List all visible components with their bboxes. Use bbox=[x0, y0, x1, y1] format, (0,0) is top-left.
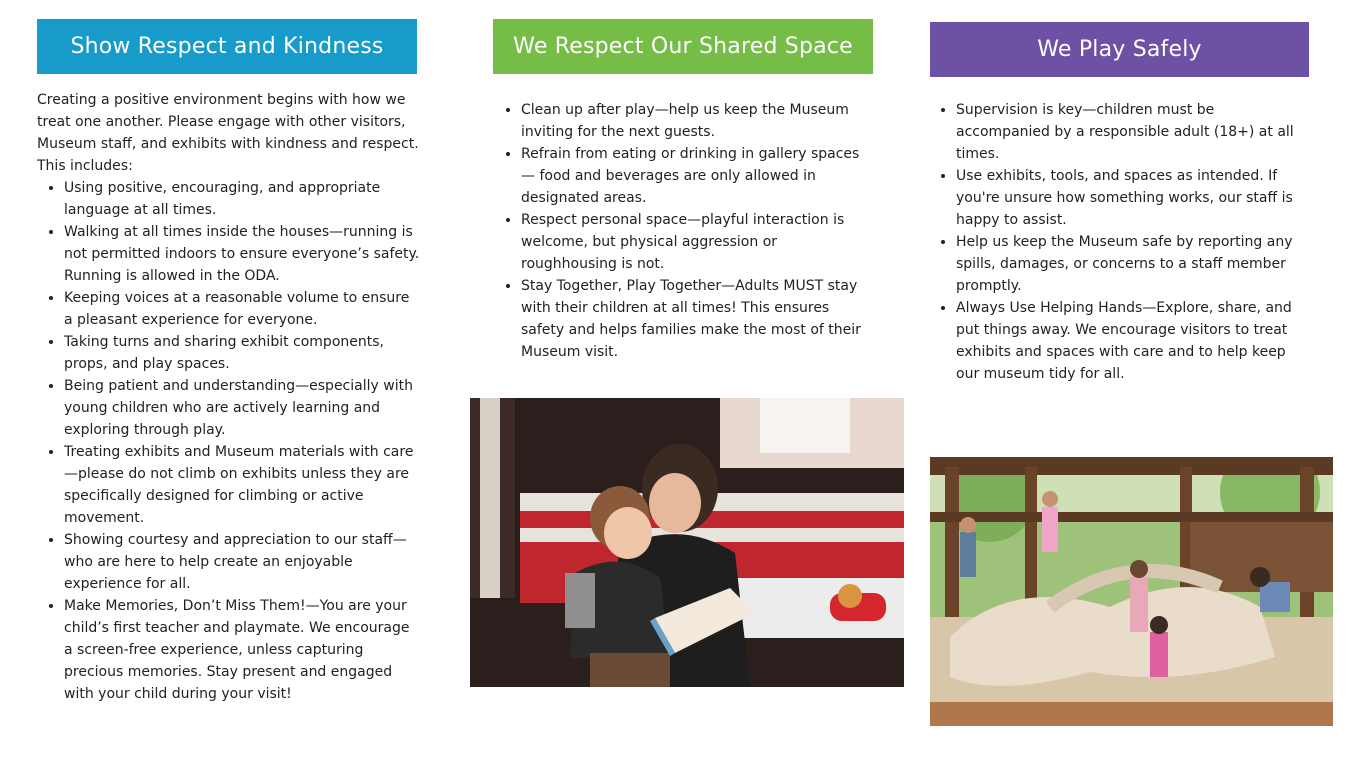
list-item: • Refrain from eating or drinking in gallery spaces— food and beverages are only allowed in designated areas. bbox=[521, 143, 873, 209]
safety-list bbox=[938, 99, 1310, 385]
list-item: • Taking turns and sharing exhibit components, props, and play spaces. bbox=[64, 331, 422, 375]
safety-column bbox=[938, 99, 1310, 385]
space-column bbox=[503, 99, 873, 363]
list-item: • Make Memories, Don’t Miss Them!—You are your child’s first teacher and playmate. We encourage a screen-free experience, unless capturing precious memories. Stay present and engaged with your child during your visit! bbox=[64, 595, 422, 705]
list-item: • Respect personal space—playful interaction is welcome, but physical aggression or roughhousing is not. bbox=[521, 209, 873, 275]
respect-intro: Creating a positive environment begins with how we treat one another. Please engage with other visitors, Museum staff, and exhibits with kindness and respect. This includes: bbox=[37, 92, 419, 174]
respect-list bbox=[37, 177, 422, 705]
list-item: • Clean up after play—help us keep the Museum inviting for the next guests. bbox=[521, 99, 873, 143]
list-item: • Treating exhibits and Museum materials with care —please do not climb on exhibits unless they are specifically designed for climbing or active movement. bbox=[64, 441, 422, 529]
list-item: • Being patient and understanding—especially with young children who are actively learning and exploring through play. bbox=[64, 375, 422, 441]
list-item: • Walking at all times inside the houses—running is not permitted indoors to ensure everyone’s safety. Running is allowed in the ODA. bbox=[64, 221, 422, 287]
list-item: • Stay Together, Play Together—Adults MUST stay with their children at all times! This ensures safety and helps families make the most of their Museum visit. bbox=[521, 275, 873, 363]
list-item: • Always Use Helping Hands—Explore, share, and put things away. We encourage visitors to treat exhibits and spaces with care and to help keep our museum tidy for all. bbox=[956, 297, 1310, 385]
safety-banner bbox=[930, 22, 1309, 77]
list-item: • Using positive, encouraging, and appropriate language at all times. bbox=[64, 177, 422, 221]
respect-title: Show Respect and Kindness bbox=[70, 34, 384, 59]
reading-photo-illustration bbox=[470, 398, 904, 687]
list-item: • Showing courtesy and appreciation to our staff— who are here to help create an enjoyable experience for all. bbox=[64, 529, 422, 595]
space-banner bbox=[493, 19, 873, 74]
list-item: • Keeping voices at a reasonable volume to ensure a pleasant experience for everyone. bbox=[64, 287, 422, 331]
respect-column bbox=[37, 89, 422, 705]
list-item: • Supervision is key—children must be accompanied by a responsible adult (18+) at all times. bbox=[956, 99, 1310, 165]
safety-title: We Play Safely bbox=[1037, 37, 1202, 62]
list-item: • Use exhibits, tools, and spaces as intended. If you're unsure how something works, our staff is happy to assist. bbox=[956, 165, 1310, 231]
list-item: • Help us keep the Museum safe by reporting any spills, damages, or concerns to a staff member promptly. bbox=[956, 231, 1310, 297]
respect-banner bbox=[37, 19, 417, 74]
playground-photo bbox=[930, 457, 1333, 726]
playground-photo-illustration bbox=[930, 457, 1333, 726]
space-title: We Respect Our Shared Space bbox=[513, 34, 853, 59]
reading-photo bbox=[470, 398, 904, 687]
space-list bbox=[503, 99, 873, 363]
